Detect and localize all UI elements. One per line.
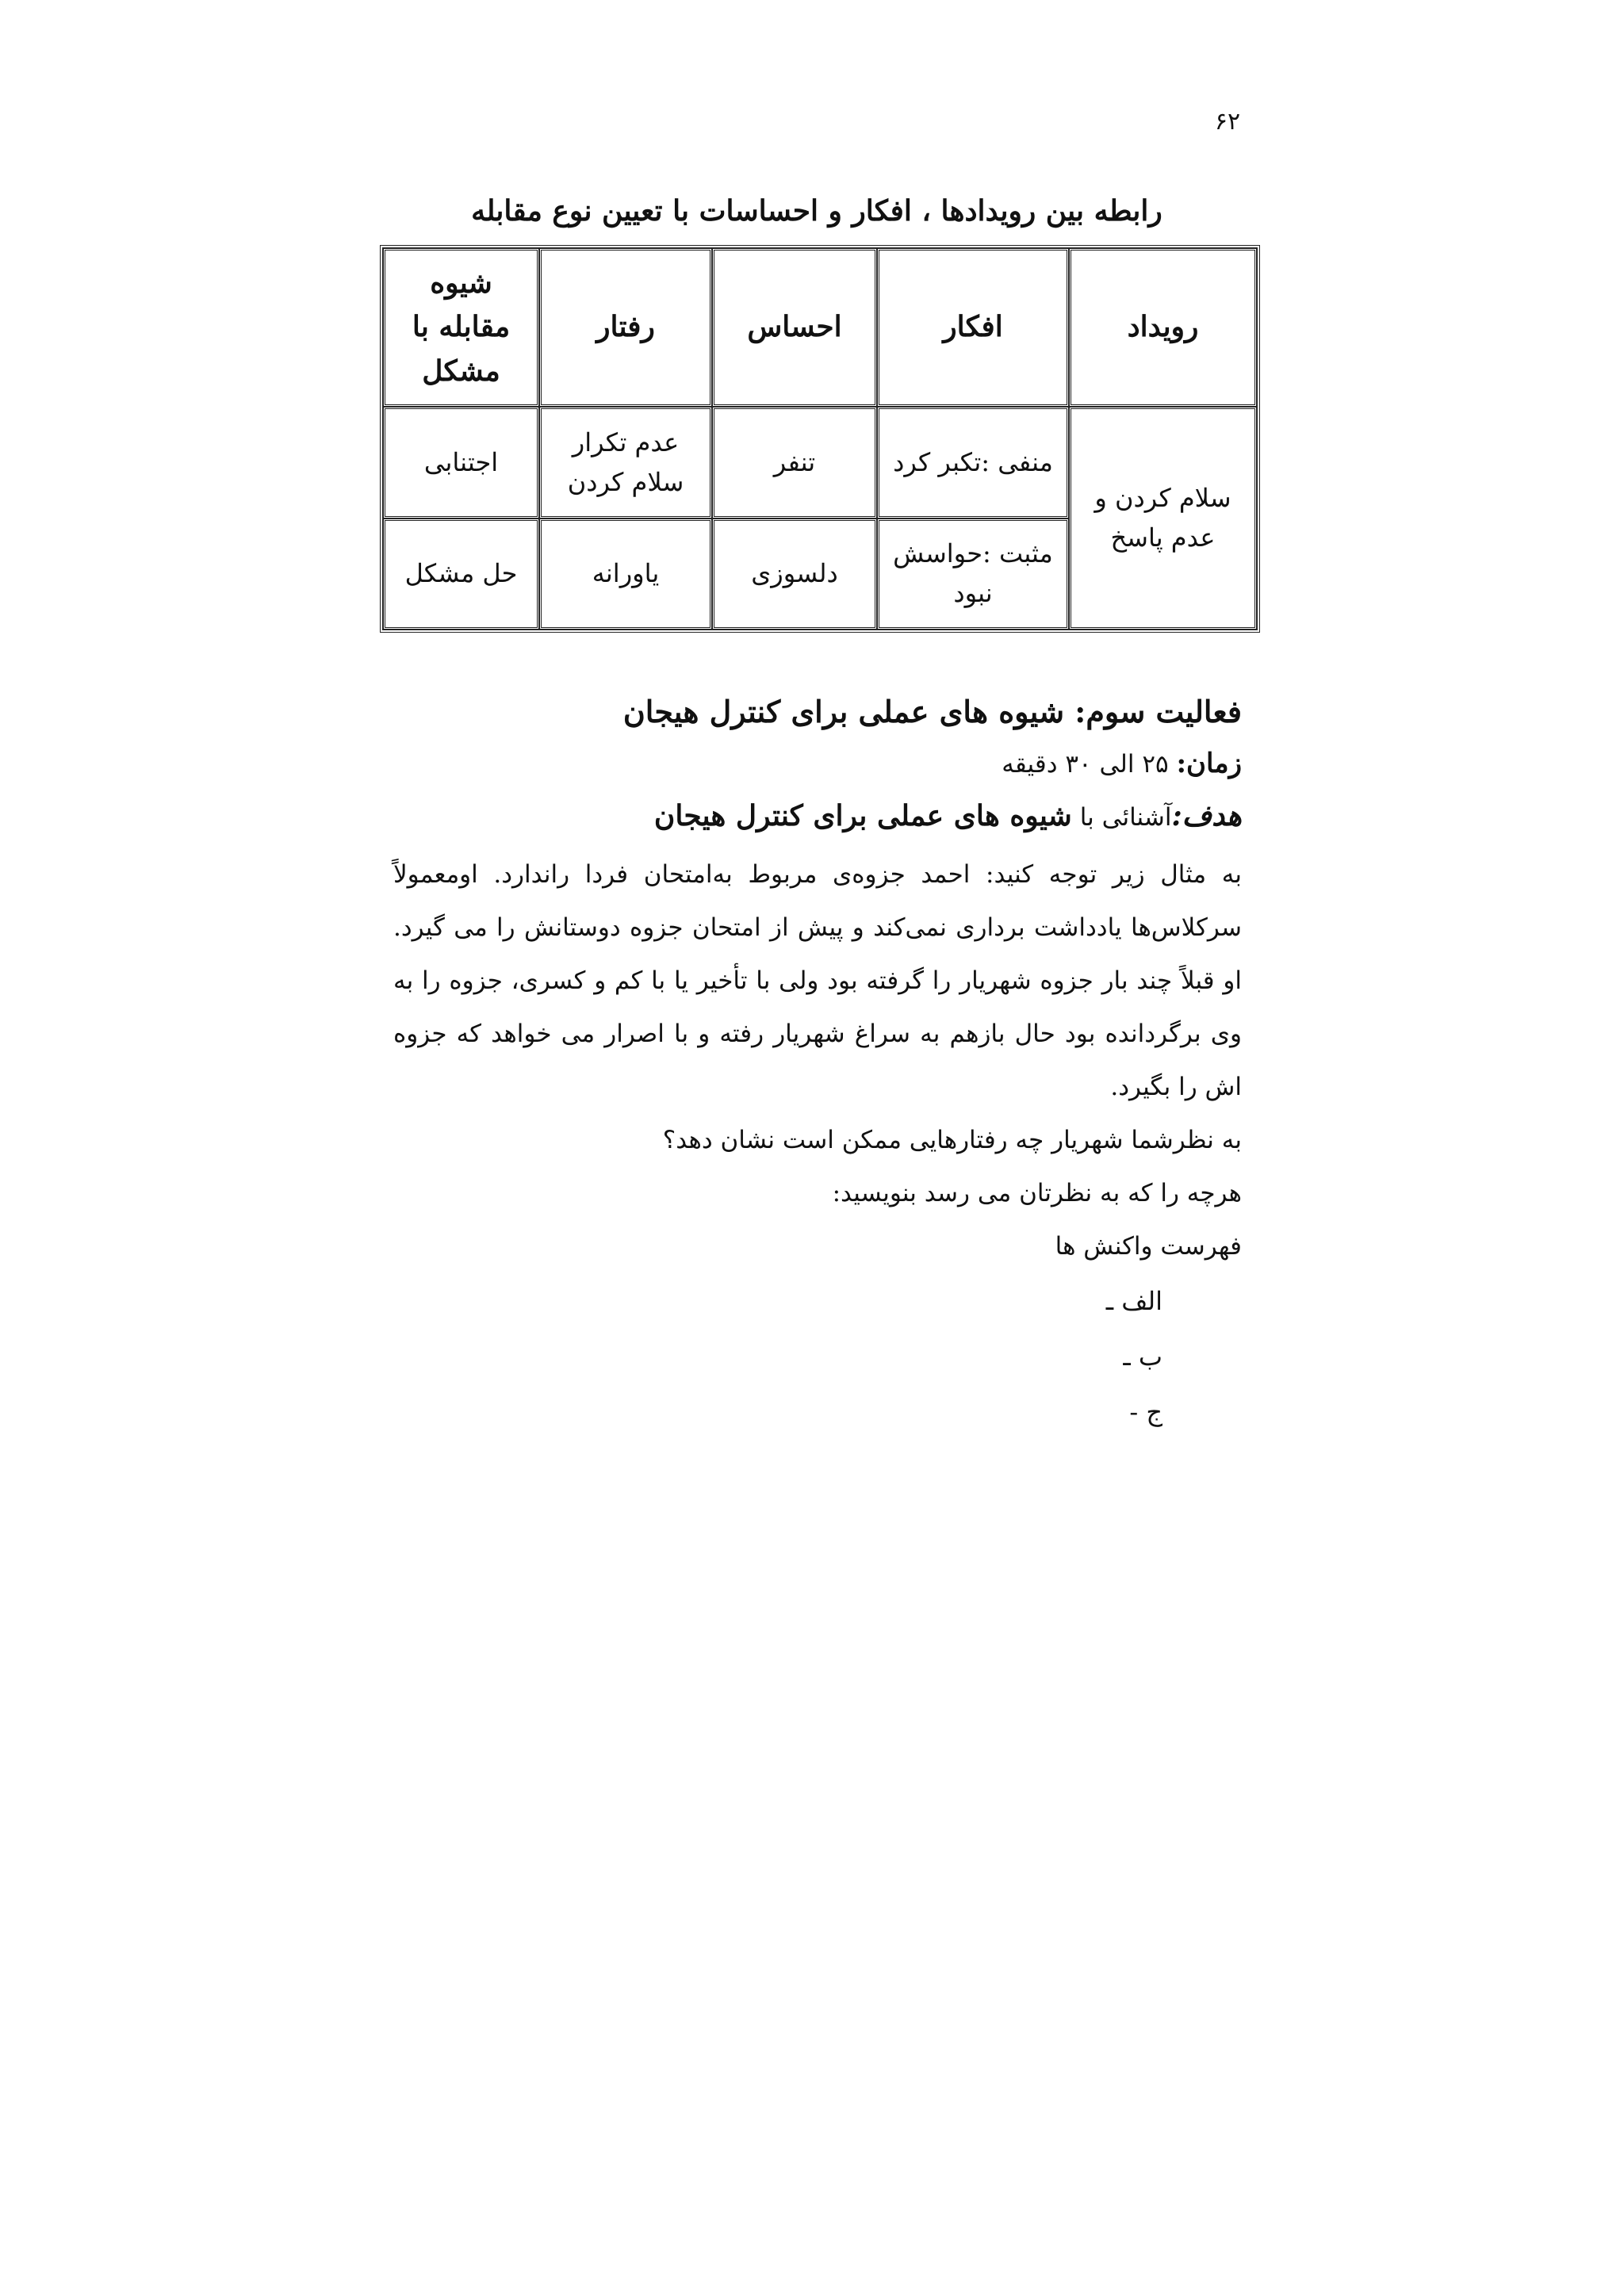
cell-coping: اجتنابی [383, 407, 539, 518]
activity-section [393, 688, 1242, 1440]
page-number: ۶۲ [1214, 108, 1241, 136]
list-item: ب ـ [1123, 1341, 1162, 1372]
goal-intro: آشنائی با [1079, 802, 1172, 832]
table-row [383, 407, 1257, 518]
reaction-list [393, 1273, 1170, 1440]
cell-thought: مثبت :حواسش نبود [877, 519, 1069, 629]
list-item: ج - [1129, 1396, 1162, 1427]
header-coping-style: شیوه مقابله با مشکل [383, 248, 539, 407]
cell-event: سلام کردن و عدم پاسخ [1069, 407, 1257, 629]
goal-emphasis: شیوه های عملی برای کنترل هیجان [653, 798, 1072, 832]
header-thoughts: افکار [877, 248, 1069, 407]
time-value: ۲۵ الی ۳۰ دقیقه [1002, 749, 1169, 779]
header-feeling: احساس [712, 248, 877, 407]
header-event: رویداد [1069, 248, 1257, 407]
goal-label: هدف: [1171, 798, 1242, 832]
instruction-line: هرچه را که به نظرتان می رسد بنویسید: [832, 1178, 1242, 1207]
table-header-row [383, 248, 1257, 407]
cell-feeling: دلسوزی [712, 519, 877, 629]
goal-line [393, 792, 1242, 840]
list-item: الف ـ [1105, 1285, 1162, 1316]
activity-title: فعالیت سوم: شیوه های عملی برای کنترل هیجان [622, 694, 1242, 729]
time-label: زمان: [1176, 747, 1242, 779]
header-behavior: رفتار [539, 248, 712, 407]
example-paragraph: به مثال زیر توجه کنید: احمد جزوه‌ی مربوط به‌امتحان فردا راندارد. اومعمولاً سرکلاس‌ها یادداشت برداری نمی‌کند و پیش از امتحان جزوه دوستانش را می گیرد. او قبلاً چند بار جزوه شهریار را گرفته بود ولی با تأخیر یا با کم و کسری، جزوه را به وی برگردانده بود حال بازهم به سراغ شهریار رفته و با اصرار می خواهد که جزوه اش را بگیرد. [393, 859, 1242, 1101]
cell-behavior: یاورانه [539, 519, 712, 629]
question-line: به نظرشما شهریار چه رفتارهایی ممکن است نشان دهد؟ [662, 1125, 1242, 1154]
coping-table [380, 245, 1260, 633]
cell-thought: منفی :تکبر کرد [877, 407, 1069, 518]
list-title: فهرست واکنش ها [1055, 1231, 1242, 1261]
cell-coping: حل مشکل [383, 519, 539, 629]
table-caption: رابطه بین رویدادها ، افکار و احساسات با تعیین نوع مقابله [471, 194, 1162, 228]
time-line [393, 741, 1242, 787]
cell-feeling: تنفر [712, 407, 877, 518]
cell-behavior: عدم تکرار سلام کردن [539, 407, 712, 518]
